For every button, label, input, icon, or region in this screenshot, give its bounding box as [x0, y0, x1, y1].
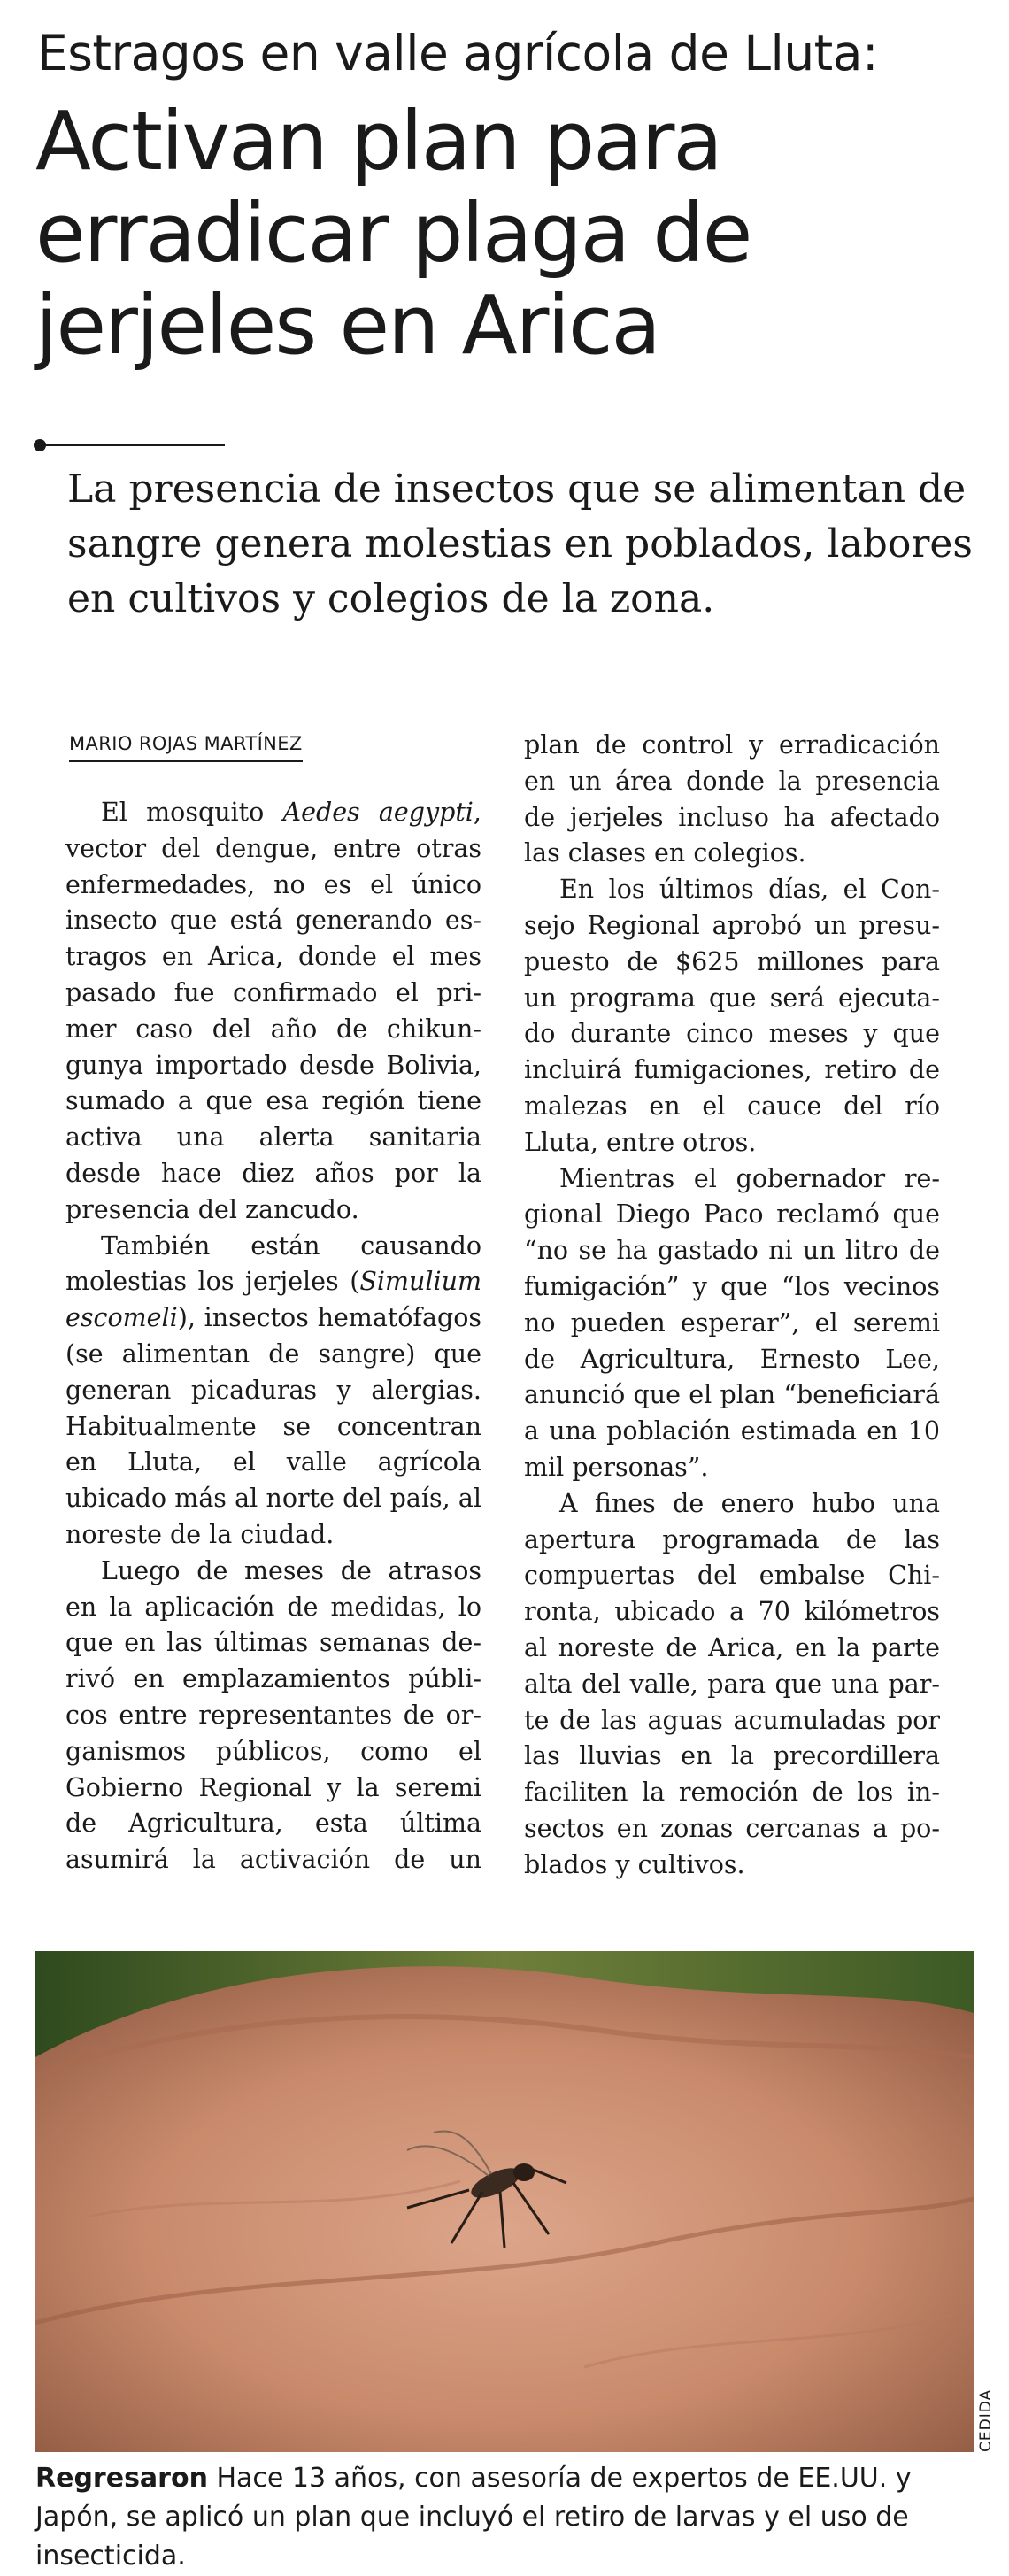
p1-start: El mosquito: [101, 798, 283, 827]
rule-line: [42, 444, 225, 446]
caption-text: Hace 13 años, con asesoría de expertos de EE.UU. y Japón, se aplicó un plan que incluyó el retiro de larvas y el uso de insecticida.: [35, 2463, 912, 2572]
species-name-simulium: Simulium escomeli: [65, 1267, 481, 1333]
paragraph-3-continued: plan de control y erradicación en un área donde la presencia de jerjeles incluso ha afectado las clases en colegios.: [524, 730, 940, 868]
species-name-aedes: Aedes aegypti: [282, 798, 474, 827]
headline-rule: [34, 439, 225, 451]
paragraph-6: A fines de enero hubo una apertura programada de las compuertas del embalse Chironta, ubicado a 70 kilómetros al noreste de Arica, en la parte alta del valle, para que una parte de las aguas acumuladas por las lluvias en la precordillera faciliten la remoción de los insectos en zonas cercanas a poblados y cultivos.: [524, 1488, 940, 1879]
paragraph-2: [65, 1229, 481, 1554]
article-headline: Activan plan para erradicar plaga de jerjeles en Arica: [35, 94, 751, 373]
body-column-2: [524, 728, 940, 1884]
paragraph-5: Mientras el gobernador regional Diego Paco reclamó que “no se ha gastado ni un litro de fumigación” y que “los vecinos no pueden esperar”, el seremi de Agricultura, Ernesto Lee, anunció que el plan “beneficiará a una población estimada en 10 mil personas”.: [524, 1163, 940, 1482]
caption-lead: Regresaron: [35, 2463, 208, 2494]
article-lede: La presencia de insectos que se alimentan de sangre genera molestias en poblados, labores en cultivos y colegios de la zona.: [67, 467, 973, 621]
p2-start: También están causando molestias los jerjeles (: [65, 1230, 481, 1297]
p1-end: , vector del dengue, entre otras enfermedades, no es el único insecto que está generando estragos en Arica, donde el mes pasado fue confirmado el primer caso del año de chikungunya importado desde Bolivia, sumado a que esa región tiene activa una alerta sanitaria desde hace diez años por la presencia del zancudo.: [65, 798, 481, 1224]
photo-credit: CEDIDA: [977, 2388, 995, 2452]
paragraph-1: [65, 795, 481, 1229]
body-column-1: [65, 795, 481, 1878]
photo-caption: [35, 2459, 982, 2572]
article-kicker: Estragos en valle agrícola de Lluta:: [37, 25, 878, 81]
byline: MARIO ROJAS MARTÍNEZ: [69, 733, 303, 762]
p2-end: ), insectos hematófagos (se alimentan de sangre) que generan picaduras y alergias. Habitualmente se concentran en Lluta, el valle agrícola ubicado más al norte del país, al noreste de la ciudad.: [65, 1303, 481, 1549]
paragraph-3: Luego de meses de atrasos en la aplicación de medidas, lo que en las últimas semanas derivó en emplazamientos públicos entre representantes de organismos públicos, como el Gobierno Regional y la seremi de Agricultura, esta última asumirá la activación de un: [65, 1555, 481, 1875]
paragraph-4: En los últimos días, el Consejo Regional aprobó un presupuesto de $625 millones para un programa que será ejecutado durante cinco meses y que incluirá fumigaciones, retiro de malezas en el cauce del río Lluta, entre otros.: [524, 875, 940, 1157]
article-photo: [35, 1951, 974, 2452]
